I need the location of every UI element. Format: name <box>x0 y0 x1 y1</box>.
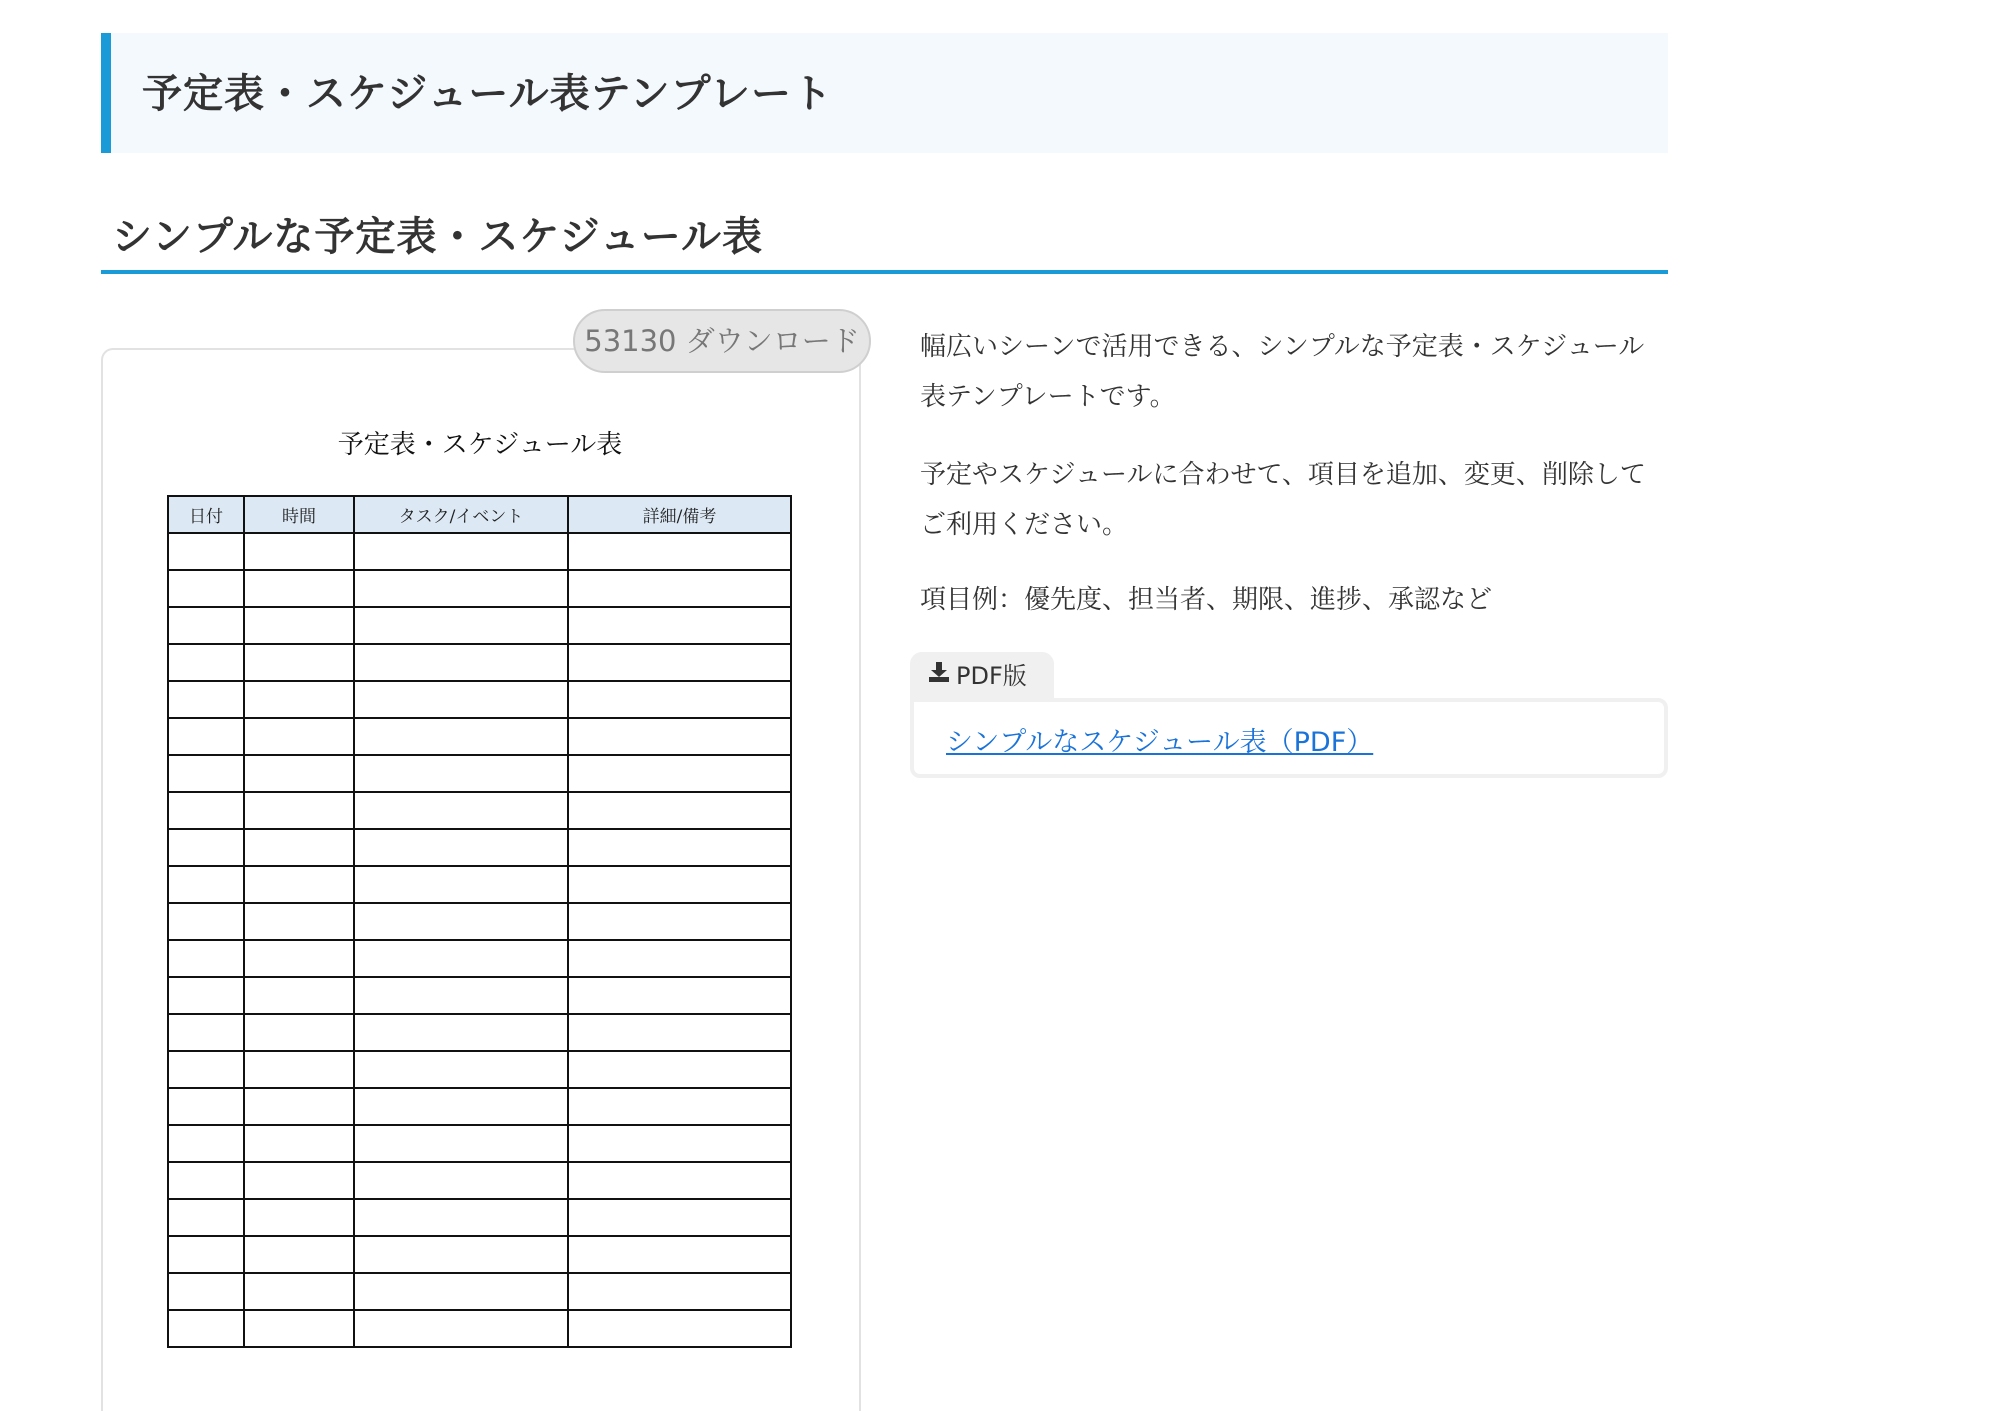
table-cell <box>354 1125 568 1162</box>
table-row <box>168 1014 791 1051</box>
pdf-tab-label: PDF版 <box>956 662 1027 690</box>
table-cell <box>168 1273 244 1310</box>
table-cell <box>354 1014 568 1051</box>
table-row <box>168 570 791 607</box>
table-cell <box>168 681 244 718</box>
table-cell <box>168 1088 244 1125</box>
table-cell <box>244 718 354 755</box>
table-cell <box>354 755 568 792</box>
table-cell <box>568 755 791 792</box>
section-heading: 予定表・スケジュール表テンプレート <box>142 71 833 117</box>
table-cell <box>568 681 791 718</box>
table-cell <box>354 681 568 718</box>
table-row <box>168 644 791 681</box>
table-cell <box>168 1014 244 1051</box>
table-cell <box>354 607 568 644</box>
table-cell <box>568 1310 791 1347</box>
table-cell <box>168 903 244 940</box>
table-cell <box>168 755 244 792</box>
table-cell <box>244 977 354 1014</box>
table-cell <box>568 1199 791 1236</box>
table-cell <box>568 1014 791 1051</box>
table-cell <box>244 1051 354 1088</box>
table-cell <box>244 607 354 644</box>
table-cell <box>244 940 354 977</box>
table-cell <box>244 1236 354 1273</box>
table-cell <box>354 533 568 570</box>
table-cell <box>354 792 568 829</box>
table-row <box>168 1088 791 1125</box>
table-cell <box>354 1199 568 1236</box>
table-cell <box>568 644 791 681</box>
table-cell <box>244 1088 354 1125</box>
description-paragraph-1: 幅広いシーンで活用できる、シンプルな予定表・スケジュール表テンプレートです。 <box>920 332 1645 412</box>
download-icon <box>928 651 950 699</box>
table-cell <box>568 1162 791 1199</box>
table-cell <box>168 940 244 977</box>
table-cell <box>244 1273 354 1310</box>
table-cell <box>568 903 791 940</box>
table-row <box>168 1199 791 1236</box>
table-cell <box>568 829 791 866</box>
table-cell <box>244 681 354 718</box>
table-cell <box>354 1051 568 1088</box>
table-cell <box>568 1236 791 1273</box>
table-cell <box>354 644 568 681</box>
table-cell <box>168 1199 244 1236</box>
table-cell <box>244 829 354 866</box>
table-cell <box>168 829 244 866</box>
description-paragraph-2: 予定やスケジュールに合わせて、項目を追加、変更、削除してご利用ください。 <box>920 460 1646 540</box>
table-cell <box>568 1125 791 1162</box>
table-cell <box>168 1051 244 1088</box>
table-cell <box>568 1051 791 1088</box>
table-cell <box>244 903 354 940</box>
table-cell <box>168 1162 244 1199</box>
table-row <box>168 681 791 718</box>
table-cell <box>354 977 568 1014</box>
table-cell <box>354 903 568 940</box>
table-cell <box>568 940 791 977</box>
table-cell <box>354 940 568 977</box>
table-row <box>168 607 791 644</box>
table-row <box>168 718 791 755</box>
table-row <box>168 533 791 570</box>
table-row <box>168 1162 791 1199</box>
table-cell <box>168 607 244 644</box>
table-row <box>168 755 791 792</box>
table-cell <box>168 1125 244 1162</box>
table-cell <box>354 1236 568 1273</box>
table-cell <box>244 644 354 681</box>
table-cell <box>244 792 354 829</box>
table-row <box>168 1310 791 1347</box>
table-cell <box>168 977 244 1014</box>
table-cell <box>244 533 354 570</box>
table-cell <box>354 866 568 903</box>
table-cell <box>568 718 791 755</box>
table-cell <box>354 1273 568 1310</box>
table-cell <box>244 1162 354 1199</box>
table-cell <box>244 570 354 607</box>
column-header-time: 時間 <box>244 496 354 533</box>
table-cell <box>568 533 791 570</box>
pdf-download-link[interactable]: シンプルなスケジュール表（PDF） <box>946 727 1374 758</box>
table-cell <box>168 718 244 755</box>
table-cell <box>354 1162 568 1199</box>
table-cell <box>568 570 791 607</box>
table-row <box>168 866 791 903</box>
subsection-heading: シンプルな予定表・スケジュール表 <box>112 214 763 260</box>
table-row <box>168 829 791 866</box>
table-cell <box>568 1273 791 1310</box>
table-cell <box>568 866 791 903</box>
table-cell <box>168 1310 244 1347</box>
table-row <box>168 1273 791 1310</box>
pdf-version-tab <box>910 652 1054 700</box>
table-row <box>168 940 791 977</box>
table-cell <box>354 1310 568 1347</box>
column-header-date: 日付 <box>168 496 244 533</box>
table-cell <box>568 607 791 644</box>
description-paragraph-3: 項目例：優先度、担当者、期限、進捗、承認など <box>920 585 1493 615</box>
table-cell <box>568 792 791 829</box>
table-cell <box>168 570 244 607</box>
table-body <box>168 533 791 1347</box>
table-cell <box>244 1014 354 1051</box>
table-cell <box>168 792 244 829</box>
table-cell <box>168 644 244 681</box>
table-cell <box>568 977 791 1014</box>
subsection-underline <box>101 270 1668 274</box>
download-count-badge: 53130 ダウンロード <box>573 309 871 373</box>
table-cell <box>168 533 244 570</box>
table-cell <box>168 866 244 903</box>
table-row <box>168 1051 791 1088</box>
table-row <box>168 792 791 829</box>
table-cell <box>168 1236 244 1273</box>
table-cell <box>568 1088 791 1125</box>
table-cell <box>354 570 568 607</box>
table-cell <box>354 829 568 866</box>
table-row <box>168 1125 791 1162</box>
table-cell <box>244 1310 354 1347</box>
column-header-notes: 詳細/備考 <box>568 496 791 533</box>
table-cell <box>354 718 568 755</box>
table-header-row <box>168 496 791 533</box>
schedule-table-preview <box>167 495 792 1348</box>
table-cell <box>244 866 354 903</box>
table-row <box>168 1236 791 1273</box>
preview-document-title: 予定表・スケジュール表 <box>337 430 623 460</box>
table-row <box>168 903 791 940</box>
table-cell <box>244 1125 354 1162</box>
table-cell <box>244 755 354 792</box>
column-header-task: タスク/イベント <box>354 496 568 533</box>
table-cell <box>244 1199 354 1236</box>
table-cell <box>354 1088 568 1125</box>
table-row <box>168 977 791 1014</box>
